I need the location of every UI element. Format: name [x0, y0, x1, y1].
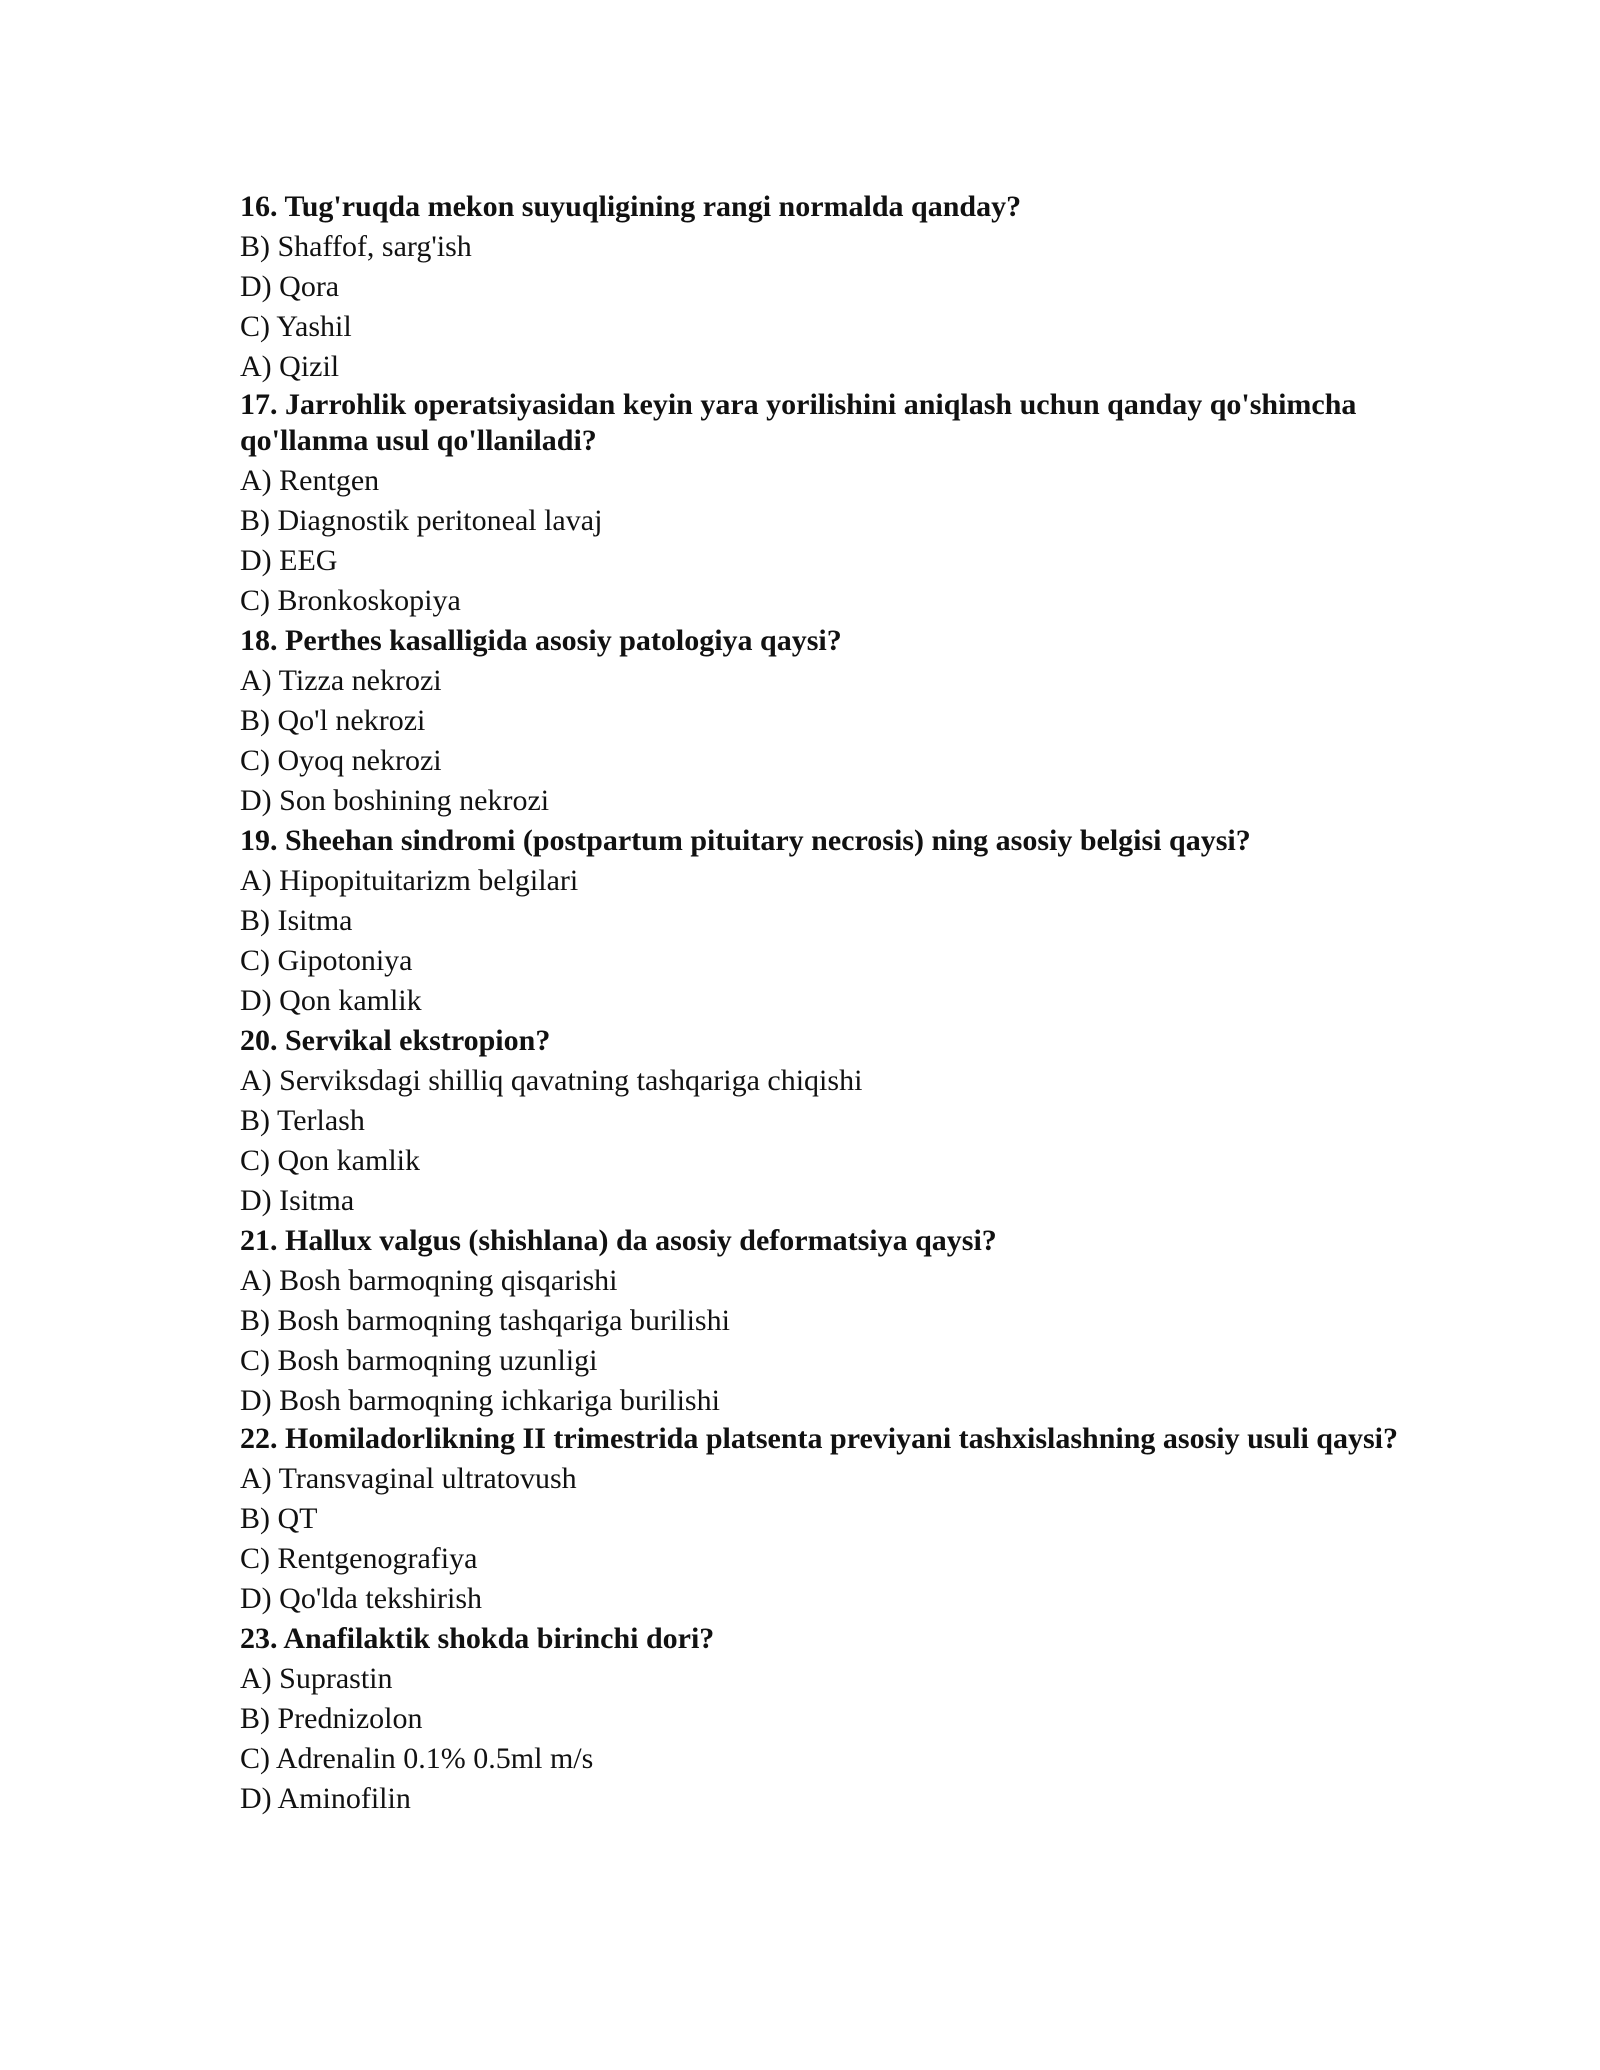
answer-option: C) Bosh barmoqning uzunligi [240, 1344, 598, 1377]
answer-option: D) Isitma [240, 1184, 355, 1217]
answer-option: B) Bosh barmoqning tashqariga burilishi [240, 1304, 730, 1337]
answer-option: D) Qon kamlik [240, 984, 422, 1017]
answer-option: D) Son boshining nekrozi [240, 784, 550, 817]
answer-option: B) Shaffof, sarg'ish [240, 230, 472, 263]
answer-option: A) Transvaginal ultratovush [240, 1462, 577, 1495]
answer-option: B) QT [240, 1502, 318, 1535]
answer-option: B) Diagnostik peritoneal lavaj [240, 504, 603, 537]
answer-option: C) Gipotoniya [240, 944, 413, 977]
answer-option: B) Prednizolon [240, 1702, 423, 1735]
answer-option: C) Qon kamlik [240, 1144, 420, 1177]
answer-option: B) Terlash [240, 1104, 365, 1137]
question-23 [240, 1619, 1440, 1819]
answer-option: B) Isitma [240, 904, 353, 937]
answer-option: D) EEG [240, 544, 338, 577]
question-18 [240, 621, 1440, 821]
answer-option: A) Bosh barmoqning qisqarishi [240, 1264, 618, 1297]
answer-option: D) Aminofilin [240, 1782, 411, 1815]
question-17 [240, 387, 1440, 621]
answer-option: D) Qora [240, 270, 340, 303]
answer-option: C) Yashil [240, 310, 352, 343]
answer-option: D) Bosh barmoqning ichkariga burilishi [240, 1384, 720, 1417]
answer-option: A) Serviksdagi shilliq qavatning tashqariga chiqishi [240, 1064, 863, 1097]
answer-option: D) Qo'lda tekshirish [240, 1582, 483, 1615]
answer-option: B) Qo'l nekrozi [240, 704, 426, 737]
question-title: 23. Anafilaktik shokda birinchi dori? [240, 1622, 715, 1655]
question-title: 17. Jarrohlik operatsiyasidan keyin yara yorilishini aniqlash uchun qanday qo'shimcha qo'llanma usul qo'llaniladi? [240, 388, 1357, 457]
answer-option: A) Tizza nekrozi [240, 664, 442, 697]
question-21 [240, 1221, 1440, 1421]
question-22 [240, 1421, 1440, 1619]
question-title: 18. Perthes kasalligida asosiy patologiya qaysi? [240, 624, 842, 657]
question-title: 16. Tug'ruqda mekon suyuqligining rangi normalda qanday? [240, 190, 1022, 223]
question-title: 19. Sheehan sindromi (postpartum pituitary necrosis) ning asosiy belgisi qaysi? [240, 824, 1251, 857]
question-title: 22. Homiladorlikning II trimestrida platsenta previyani tashxislashning asosiy usuli qaysi? [240, 1422, 1399, 1455]
answer-option: A) Hipopituitarizm belgilari [240, 864, 579, 897]
answer-option: C) Rentgenografiya [240, 1542, 478, 1575]
answer-option: C) Oyoq nekrozi [240, 744, 442, 777]
question-list [240, 187, 1440, 1819]
question-20 [240, 1021, 1440, 1221]
question-19 [240, 821, 1440, 1021]
question-16 [240, 187, 1440, 387]
answer-option: A) Suprastin [240, 1662, 393, 1695]
question-title: 20. Servikal ekstropion? [240, 1024, 551, 1057]
question-title: 21. Hallux valgus (shishlana) da asosiy deformatsiya qaysi? [240, 1224, 997, 1257]
answer-option: C) Adrenalin 0.1% 0.5ml m/s [240, 1742, 594, 1775]
answer-option: A) Qizil [240, 350, 340, 383]
answer-option: A) Rentgen [240, 464, 380, 497]
answer-option: C) Bronkoskopiya [240, 584, 461, 617]
